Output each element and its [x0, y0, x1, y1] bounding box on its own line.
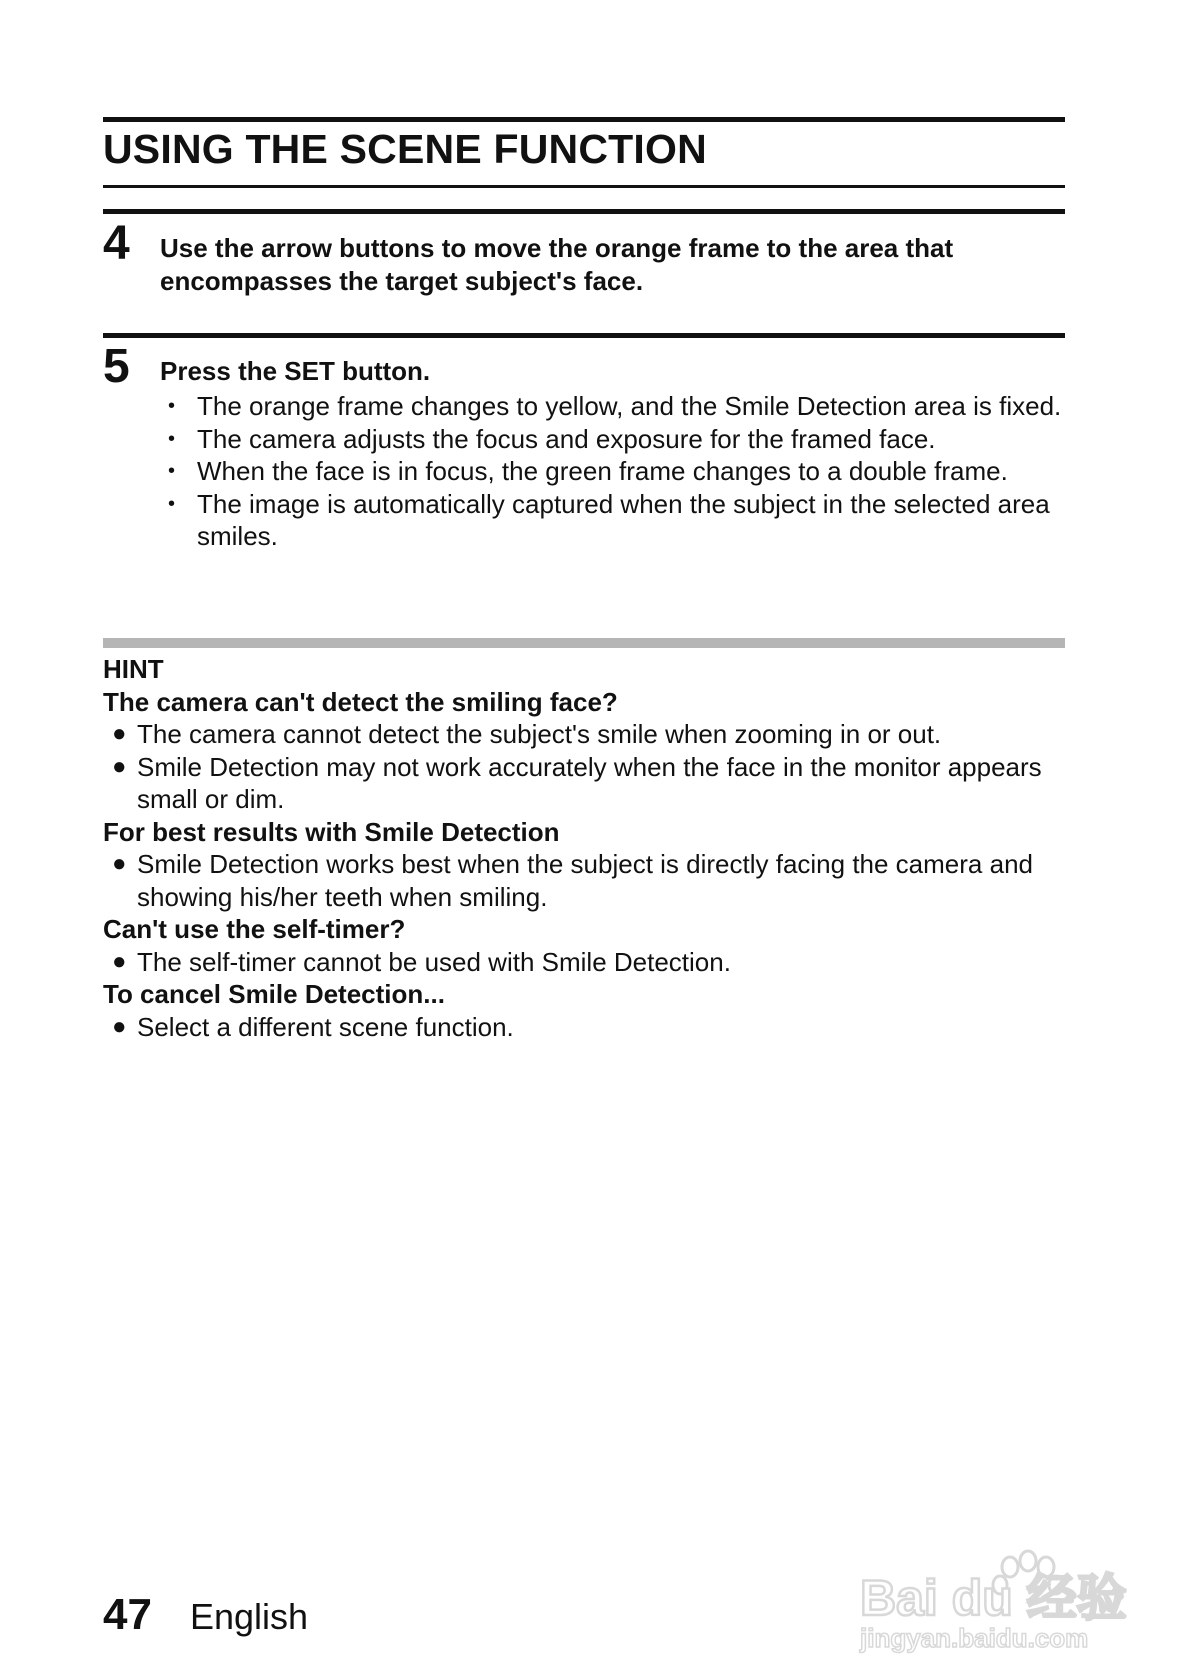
bullet-icon: ●: [112, 850, 127, 877]
list-item: • The camera adjusts the focus and exposure for the framed face.: [168, 423, 936, 454]
watermark-brand: Bai du 经验: [860, 1570, 1127, 1626]
bullet-icon: ●: [112, 1012, 127, 1040]
manual-page: [103, 0, 1065, 1680]
title-top-rule: [103, 117, 1065, 122]
hint-heading: To cancel Smile Detection...: [103, 979, 445, 1009]
list-item: • The orange frame changes to yellow, and the Smile Detection area is fixed.: [168, 391, 1062, 421]
baidu-jingyan-watermark: [850, 1545, 1140, 1655]
list-item: ● Smile Detection works best when the subject is directly facing the camera and showing his/her teeth when smiling.: [112, 849, 1033, 912]
list-item: • When the face is in focus, the green frame changes to a double frame.: [168, 456, 1008, 486]
watermark-url: jingyan.baidu.com: [860, 1623, 1089, 1653]
list-item: ● Smile Detection may not work accurately when the face in the monitor appears small or dim.: [112, 751, 1042, 814]
page-footer: [103, 1590, 308, 1640]
page-number: 47: [103, 1590, 152, 1639]
step-number: 5: [103, 340, 130, 393]
bullet-icon: •: [168, 492, 176, 515]
step-number: 4: [103, 217, 130, 270]
bullet-icon: •: [168, 427, 176, 450]
hint-heading: The camera can't detect the smiling face?: [103, 686, 618, 717]
hint-heading: For best results with Smile Detection: [103, 816, 560, 847]
hint-label: HINT: [103, 654, 164, 684]
list-item: ● Select a different scene function.: [112, 1011, 514, 1042]
title-bottom-rule: [103, 185, 1065, 188]
bullet-icon: ●: [112, 947, 127, 975]
step-5-rule: [103, 333, 1065, 338]
hint-heading: Can't use the self-timer?: [103, 914, 406, 944]
list-item: ● The camera cannot detect the subject's smile when zooming in or out.: [112, 719, 942, 749]
bullet-icon: ●: [112, 720, 127, 747]
hint-list: [103, 848, 1065, 913]
step-instruction: Press the SET button.: [160, 356, 431, 386]
hint-box: [103, 653, 1065, 1043]
page-title: USING THE SCENE FUNCTION: [103, 126, 707, 172]
hint-list: [103, 1011, 1065, 1044]
step-5-notes: [160, 390, 1065, 553]
bullet-icon: •: [168, 395, 176, 417]
list-item: • The image is automatically captured when the subject in the selected area smiles.: [168, 488, 1050, 551]
bullet-icon: ●: [112, 752, 127, 780]
language-label: English: [189, 1596, 309, 1637]
hint-list: [103, 718, 1065, 816]
hint-rule: [103, 638, 1065, 648]
bullet-icon: •: [168, 460, 176, 482]
list-item: ● The self-timer cannot be used with Smile Detection.: [112, 946, 731, 977]
step-instruction: Use the arrow buttons to move the orange frame to the area that encompasses the target subject's face.: [160, 233, 954, 296]
step-4-rule: [103, 209, 1065, 214]
hint-list: [103, 946, 1065, 979]
